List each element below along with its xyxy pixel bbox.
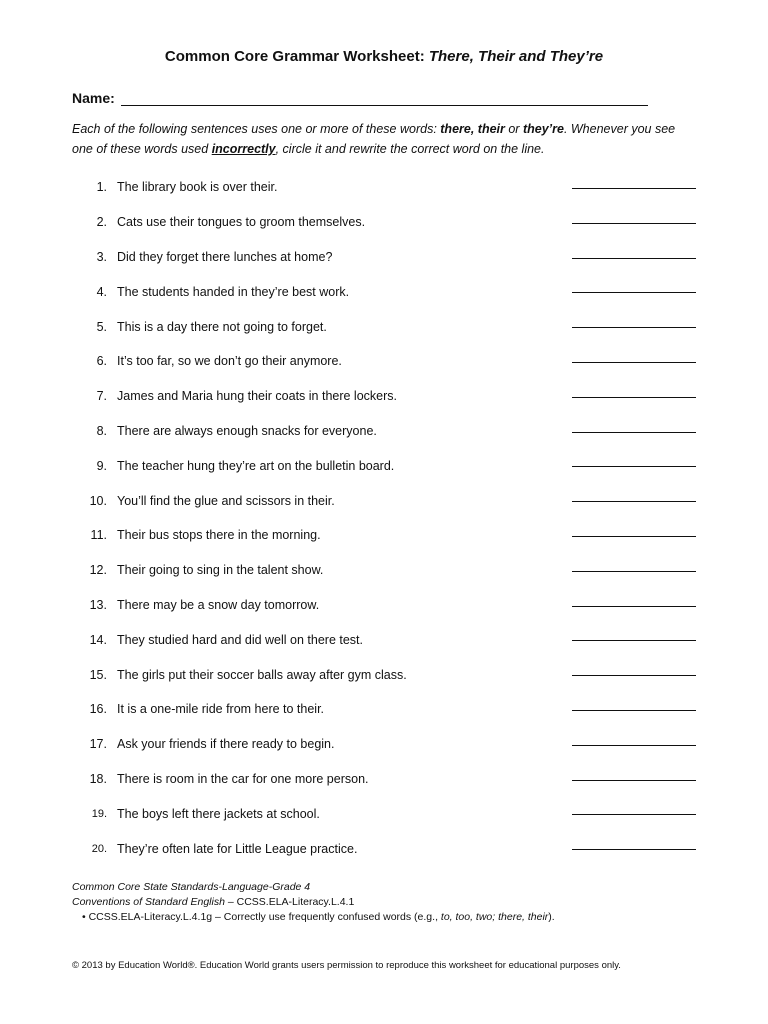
item-number: 4. — [96, 284, 107, 299]
sentence-text[interactable]: The girls put their soccer balls away after gym class. — [117, 667, 407, 682]
answer-line[interactable] — [572, 814, 696, 815]
sentence-item — [72, 309, 696, 344]
sentence-text[interactable]: It is a one-mile ride from here to their. — [117, 702, 325, 717]
item-number: 10. — [89, 493, 107, 508]
answer-line[interactable] — [572, 397, 696, 398]
sentence-text[interactable]: Their bus stops there in the morning. — [117, 528, 321, 543]
sentence-text[interactable]: There is room in the car for one more person. — [117, 771, 369, 786]
instructions-text-4: , circle it and rewrite the correct word on the line. — [275, 142, 545, 156]
sentence-item — [72, 692, 696, 727]
answer-line[interactable] — [572, 606, 696, 607]
sentence-text[interactable]: You’ll find the glue and scissors in their. — [117, 493, 335, 508]
item-number: 1. — [96, 180, 107, 195]
item-number: 5. — [96, 319, 107, 334]
answer-line[interactable] — [572, 362, 696, 363]
sentence-text[interactable]: Cats use their tongues to groom themselves. — [117, 215, 366, 230]
sentence-text[interactable]: Their going to sing in the talent show. — [117, 563, 324, 578]
item-number: 6. — [96, 354, 107, 369]
sentence-text[interactable]: The boys left there jackets at school. — [117, 806, 320, 821]
sentence-item — [72, 274, 696, 309]
item-number: 16. — [89, 702, 107, 717]
bullet-prefix: • CCSS.ELA-Literacy.L.4.1g – Correctly use frequently confused words (e.g., — [82, 911, 441, 923]
sentence-item — [72, 205, 696, 240]
title-prefix: Common Core Grammar Worksheet: — [164, 48, 429, 65]
answer-line[interactable] — [572, 745, 696, 746]
answer-line[interactable] — [572, 327, 696, 328]
instructions-text-3: . Whenever you see one of these words used — [72, 122, 676, 156]
sentence-item — [72, 344, 696, 379]
sentence-text[interactable]: Did they forget there lunches at home? — [117, 249, 333, 264]
sentence-text[interactable]: James and Maria hung their coats in there lockers. — [117, 389, 397, 404]
copyright-footer: © 2013 by Education World®. Education World grants users permission to reproduce this worksheet for educational purposes only. — [72, 960, 621, 971]
answer-line[interactable] — [572, 536, 696, 537]
sentence-text[interactable]: There are always enough snacks for everyone. — [117, 423, 377, 438]
instructions-word-3: incorrectly — [211, 142, 276, 156]
sentence-item — [72, 414, 696, 449]
item-number: 17. — [89, 737, 107, 752]
sentence-text[interactable]: This is a day there not going to forget. — [117, 319, 327, 334]
standards-line-2 — [72, 895, 712, 910]
answer-line[interactable] — [572, 780, 696, 781]
item-number: 15. — [89, 667, 107, 682]
sentence-item — [72, 762, 696, 797]
sentence-item — [72, 518, 696, 553]
item-number: 7. — [96, 389, 107, 404]
title-italic: There, Their and They’re — [428, 48, 604, 65]
item-number: 20. — [91, 842, 107, 855]
instructions-word-2: they’re — [522, 122, 564, 136]
item-number: 9. — [96, 458, 107, 473]
standards-line-1: Common Core State Standards-Language-Grade 4 — [72, 881, 311, 893]
item-number: 19. — [91, 807, 107, 820]
sentence-item — [72, 553, 696, 588]
bullet-suffix: ). — [548, 911, 555, 923]
answer-line[interactable] — [572, 640, 696, 641]
instructions-text-1: Each of the following sentences uses one or more of these words: — [72, 122, 441, 136]
standards-line-2-rest: – CCSS.ELA-Literacy.L.4.1 — [224, 896, 355, 908]
sentence-item — [72, 831, 696, 866]
item-number: 14. — [89, 632, 107, 647]
item-number: 8. — [96, 423, 107, 438]
answer-line[interactable] — [572, 501, 696, 502]
standards-bullet — [72, 910, 712, 925]
standards-block — [72, 880, 712, 925]
sentence-text[interactable]: They’re often late for Little League practice. — [117, 841, 358, 856]
sentence-text[interactable]: The library book is over their. — [117, 180, 278, 195]
bullet-words: to, too, two; there, their — [440, 911, 549, 923]
sentence-item — [72, 379, 696, 414]
answer-line[interactable] — [572, 223, 696, 224]
answer-line[interactable] — [572, 188, 696, 189]
standards-line-2-italic: Conventions of Standard English — [72, 896, 225, 908]
sentence-item — [72, 588, 696, 623]
sentence-item — [72, 170, 696, 205]
sentence-item — [72, 657, 696, 692]
sentence-list — [72, 170, 696, 866]
sentence-item — [72, 483, 696, 518]
sentence-item — [72, 448, 696, 483]
item-number: 3. — [96, 249, 107, 264]
answer-line[interactable] — [572, 292, 696, 293]
sentence-item — [72, 796, 696, 831]
sentence-item — [72, 727, 696, 762]
sentence-item — [72, 240, 696, 275]
sentence-text[interactable]: The students handed in they’re best work. — [117, 284, 350, 299]
item-number: 13. — [89, 597, 107, 612]
sentence-item — [72, 622, 696, 657]
item-number: 11. — [90, 528, 107, 543]
answer-line[interactable] — [572, 710, 696, 711]
worksheet-title — [0, 48, 768, 65]
item-number: 18. — [89, 771, 107, 786]
instructions-word-1: there, their — [440, 122, 505, 136]
item-number: 12. — [89, 563, 107, 578]
sentence-text[interactable]: They studied hard and did well on there test. — [117, 632, 363, 647]
answer-line[interactable] — [572, 258, 696, 259]
name-label: Name: — [72, 90, 115, 106]
sentence-text[interactable]: The teacher hung they’re art on the bulletin board. — [117, 458, 395, 473]
sentence-text[interactable]: Ask your friends if there ready to begin. — [117, 737, 335, 752]
answer-line[interactable] — [572, 571, 696, 572]
item-number: 2. — [96, 215, 107, 230]
answer-line[interactable] — [572, 675, 696, 676]
sentence-text[interactable]: There may be a snow day tomorrow. — [117, 597, 320, 612]
instructions — [72, 119, 698, 159]
name-row — [72, 86, 648, 106]
instructions-text-2: or — [504, 122, 523, 136]
answer-line[interactable] — [572, 432, 696, 433]
answer-line[interactable] — [572, 466, 696, 467]
answer-line[interactable] — [572, 849, 696, 850]
name-field-line[interactable] — [121, 91, 648, 106]
sentence-text[interactable]: It’s too far, so we don’t go their anymore. — [117, 354, 342, 369]
